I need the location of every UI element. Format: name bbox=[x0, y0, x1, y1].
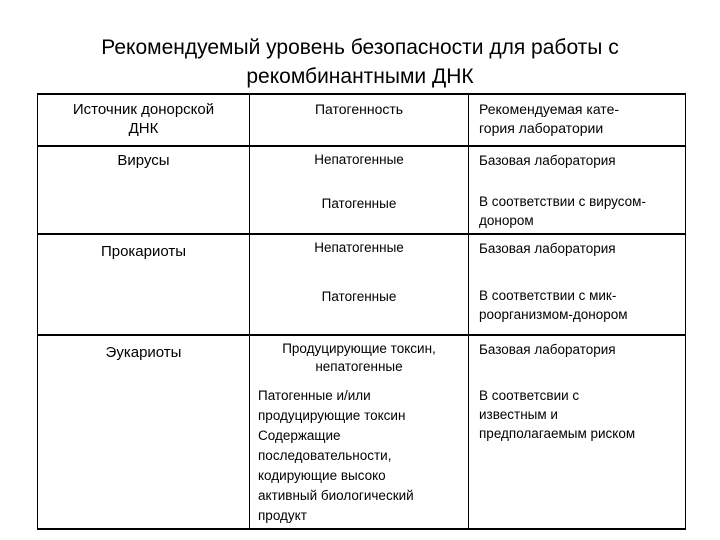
source-prokaryotes bbox=[38, 234, 250, 286]
source-empty bbox=[38, 286, 250, 335]
category-cell bbox=[469, 335, 686, 383]
pathogenicity-text: Патогенные bbox=[321, 289, 397, 304]
category-text: Базовая лаборатория bbox=[479, 153, 616, 168]
table-row bbox=[38, 383, 686, 529]
table-row bbox=[38, 146, 686, 190]
biosafety-table bbox=[37, 93, 686, 530]
source-eukaryotes bbox=[38, 335, 250, 383]
pathogenicity-cell bbox=[250, 383, 469, 529]
source-empty bbox=[38, 190, 250, 234]
table-header-row bbox=[38, 94, 686, 146]
table-row bbox=[38, 190, 686, 234]
title-line-1: Рекомендуемый уровень безопасности для работы с bbox=[101, 36, 619, 59]
pathogenicity-text: Непатогенные bbox=[314, 240, 404, 255]
pathogenicity-text: продуцирующие токсин bbox=[258, 408, 406, 423]
category-text: В соответсвии с bbox=[479, 388, 580, 403]
category-text: роорганизмом-донором bbox=[479, 307, 628, 322]
table-row bbox=[38, 234, 686, 286]
category-text: предполагаемым риском bbox=[479, 426, 636, 441]
header-category-line-1: Рекомендуемая кате- bbox=[479, 101, 620, 117]
pathogenicity-text: Патогенные и/или bbox=[258, 388, 371, 403]
category-text: известным и bbox=[479, 407, 558, 422]
pathogenicity-text: Продуцирующие токсин, bbox=[282, 341, 436, 356]
header-source-line-2: ДНК bbox=[128, 120, 159, 137]
pathogenicity-text: непатогенные bbox=[315, 359, 403, 374]
source-viruses bbox=[38, 146, 250, 190]
pathogenicity-text: активный биологический bbox=[258, 488, 414, 503]
category-text: В соответствии с вирусом- bbox=[479, 194, 646, 209]
category-cell bbox=[469, 383, 686, 529]
category-text: Базовая лаборатория bbox=[479, 241, 616, 256]
slide-title bbox=[40, 33, 680, 91]
source-empty bbox=[38, 383, 250, 529]
category-cell bbox=[469, 190, 686, 234]
source-label: Прокариоты bbox=[100, 243, 187, 260]
pathogenicity-cell bbox=[250, 286, 469, 335]
pathogenicity-cell bbox=[250, 234, 469, 286]
pathogenicity-cell bbox=[250, 190, 469, 234]
header-category-line-2: гория лаборатории bbox=[479, 120, 604, 136]
pathogenicity-text: последовательности, bbox=[258, 448, 392, 463]
pathogenicity-text: Патогенные bbox=[321, 196, 397, 211]
category-cell bbox=[469, 146, 686, 190]
header-category bbox=[469, 94, 686, 146]
pathogenicity-text: Содержащие bbox=[258, 428, 341, 443]
category-cell bbox=[469, 286, 686, 335]
category-text: донором bbox=[479, 213, 534, 228]
header-pathogenicity bbox=[250, 94, 469, 146]
header-source bbox=[38, 94, 250, 146]
pathogenicity-cell bbox=[250, 146, 469, 190]
source-label: Вирусы bbox=[117, 152, 170, 169]
table-row bbox=[38, 335, 686, 383]
category-text: Базовая лаборатория bbox=[479, 342, 616, 357]
pathogenicity-text: продукт bbox=[258, 508, 307, 523]
source-label: Эукариоты bbox=[105, 344, 182, 361]
pathogenicity-text: Непатогенные bbox=[314, 152, 404, 167]
category-cell bbox=[469, 234, 686, 286]
header-pathogenicity-label: Патогенность bbox=[314, 101, 404, 117]
pathogenicity-cell bbox=[250, 335, 469, 383]
table-row bbox=[38, 286, 686, 335]
pathogenicity-text: кодирующие высоко bbox=[258, 468, 386, 483]
title-line-2: рекомбинантными ДНК bbox=[246, 65, 474, 88]
category-text: В соответствии с мик- bbox=[479, 288, 617, 303]
header-source-line-1: Источник донорской bbox=[72, 101, 215, 118]
